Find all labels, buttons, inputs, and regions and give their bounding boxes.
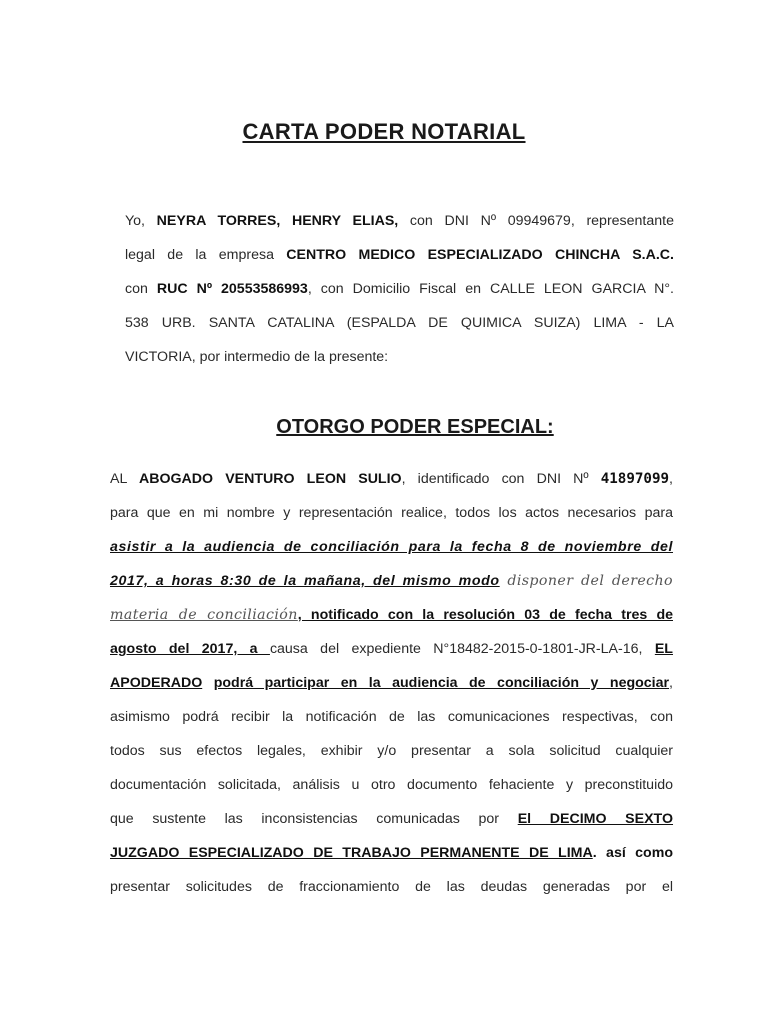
dispose-right-text: disponer del derecho: [499, 573, 673, 589]
intro-line-2: [125, 238, 674, 272]
body-paragraph: [110, 462, 673, 904]
resolution-text: , notificado con la resolución 03 de fecha tres de: [297, 607, 673, 623]
body-line-13: presentar solicitudes de fraccionamiento de las deudas generadas por el: [110, 879, 673, 895]
case-file-text: causa del expediente N°18482-2015-0-1801-JR-LA-16,: [269, 641, 655, 657]
body-line-6: [110, 632, 673, 666]
body-comma-2: ,: [669, 675, 673, 691]
el-text: EL: [654, 641, 673, 657]
intro-line-1: [125, 204, 674, 238]
court-name-1: El DECIMO SEXTO: [517, 811, 674, 827]
intro-line-5: VICTORIA, por intermedio de la presente:: [125, 349, 389, 365]
hearing-date-text: asistir a la audiencia de conciliación para la fecha 8 de noviembre del: [110, 539, 673, 555]
intro-paragraph: [125, 204, 674, 374]
intro-line-4: 538 URB. SANTA CATALINA (ESPALDA DE QUIMICA SUIZA) LIMA - LA: [125, 315, 674, 331]
intro-con: con: [125, 281, 157, 297]
hearing-time-text: 2017, a horas 8:30 de la mañana, del mismo modo: [110, 573, 500, 589]
apoderado-text: APODERADO: [110, 675, 203, 691]
intro-yo: Yo,: [125, 213, 157, 229]
body-line-5: [110, 598, 673, 632]
body-line-8: asimismo podrá recibir la notificación de las comunicaciones respectivas, con: [110, 709, 673, 725]
asi-como-text: . así como: [592, 845, 673, 861]
body-line-9: todos sus efectos legales, exhibir y/o presentar a sola solicitud cualquier: [110, 743, 673, 759]
company-ruc: RUC Nº 20553586993: [156, 281, 308, 297]
body-line-12: [110, 836, 673, 870]
body-al: AL: [110, 471, 139, 487]
grantor-dni: con DNI Nº 09949679, representante: [398, 213, 674, 229]
body-comma: ,: [669, 471, 673, 487]
body-line-7: [110, 666, 673, 700]
body-line-11: [110, 802, 673, 836]
body-line-10: documentación solicitada, análisis u otro documento fehaciente y preconstituido: [110, 777, 673, 793]
inconsistencies-text: que sustente las inconsistencias comunicadas por: [110, 811, 518, 827]
attorney-name: ABOGADO VENTURO LEON SULIO: [138, 471, 402, 487]
attorney-dni: 41897099: [600, 471, 670, 487]
conciliation-matter-text: materia de conciliación: [110, 607, 298, 623]
document-title: CARTA PODER NOTARIAL: [242, 119, 526, 144]
body-identificado: , identificado con DNI Nº: [401, 471, 601, 487]
intro-line-3: [125, 272, 674, 306]
intro-domicilio: , con Domicilio Fiscal en CALLE LEON GARCIA N°.: [307, 281, 674, 297]
intro-legal: legal de la empresa: [125, 247, 287, 263]
resolution-date-text: agosto del 2017, a: [110, 641, 270, 657]
section-subtitle: OTORGO PODER ESPECIAL:: [276, 416, 554, 438]
body-line-3: [110, 530, 673, 564]
court-name-2: JUZGADO ESPECIALIZADO DE TRABAJO PERMANENTE DE LIMA: [110, 845, 593, 861]
grantor-name: NEYRA TORRES, HENRY ELIAS,: [156, 213, 399, 229]
body-line-2: para que en mi nombre y representación realice, todos los actos necesarios para: [110, 505, 673, 521]
body-line-1: [110, 462, 673, 496]
participate-text: podrá participar en la audiencia de conciliación y negociar: [213, 675, 670, 691]
company-name: CENTRO MEDICO ESPECIALIZADO CHINCHA S.A.C.: [286, 247, 674, 263]
space: [202, 675, 213, 691]
body-line-4: [110, 564, 673, 598]
